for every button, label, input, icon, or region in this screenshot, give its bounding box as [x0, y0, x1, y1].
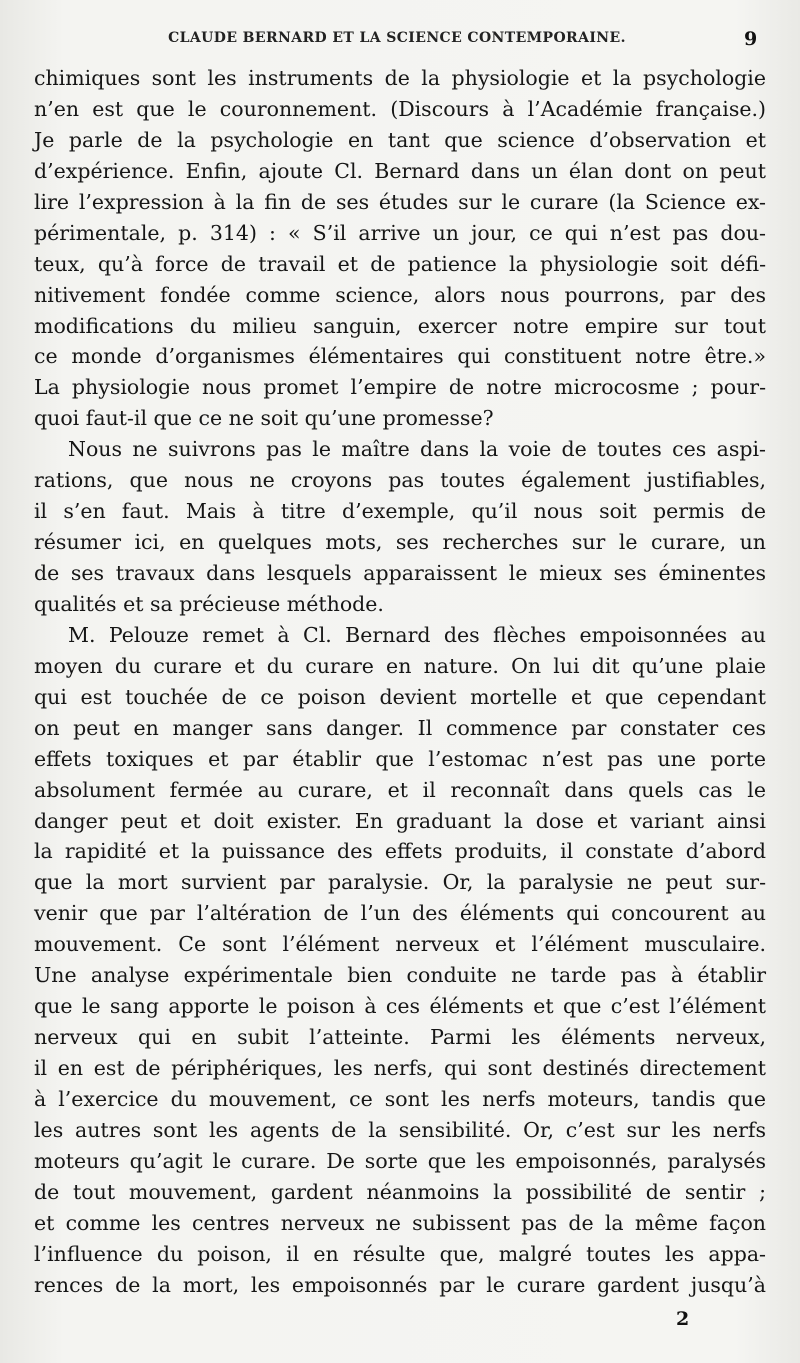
- text-line: absolument fermée au curare, et il reconnaît dans quels cas le: [34, 777, 766, 802]
- text-line: il s’en faut. Mais à titre d’exemple, qu’il nous soit permis de: [34, 499, 766, 524]
- text-line: résumer ici, en quelques mots, ses recherches sur le curare, un: [34, 530, 766, 555]
- text-line: moyen du curare et du curare en nature. On lui dit qu’une plaie: [34, 653, 766, 678]
- text-line: que le sang apporte le poison à ces éléments et que c’est l’élément: [34, 994, 766, 1019]
- body-text: [34, 63, 766, 1301]
- text-line: de tout mouvement, gardent néanmoins la possibilité de sentir ;: [34, 1179, 766, 1204]
- text-line: chimiques sont les instruments de la physiologie et la psychologie: [34, 66, 766, 90]
- text-line: l’influence du poison, il en résulte que, malgré toutes les appa-: [34, 1241, 766, 1266]
- text-line: rations, que nous ne croyons pas toutes également justifiables,: [34, 468, 766, 493]
- text-line: à l’exercice du mouvement, ce sont les nerfs moteurs, tandis que: [34, 1086, 766, 1111]
- text-line: M. Pelouze remet à Cl. Bernard des flèches empoisonnées au: [68, 622, 766, 647]
- text-line: que la mort survient par paralysie. Or, la paralysie ne peut sur-: [34, 870, 766, 895]
- text-line: danger peut et doit exister. En graduant la dose et variant ainsi: [34, 808, 766, 833]
- text-line: on peut en manger sans danger. Il commence par constater ces: [34, 715, 766, 740]
- text-line: périmentale, p. 314) : « S’il arrive un jour, ce qui n’est pas dou-: [34, 220, 766, 245]
- text-line: teux, qu’à force de travail et de patience la physiologie soit défi-: [34, 251, 766, 276]
- text-line: Une analyse expérimentale bien conduite ne tarde pas à établir: [34, 963, 766, 988]
- text-line: venir que par l’altération de l’un des éléments qui concourent au: [34, 901, 766, 926]
- page-number: 9: [744, 28, 758, 50]
- text-line: modifications du milieu sanguin, exercer notre empire sur tout: [34, 313, 766, 338]
- text-line: Je parle de la psychologie en tant que science d’observation et: [34, 127, 766, 152]
- text-line: la rapidité et la puissance des effets produits, il constate d’abord: [34, 839, 766, 864]
- text-line: mouvement. Ce sont l’élément nerveux et l’élément musculaire.: [34, 932, 766, 957]
- text-line: La physiologie nous promet l’empire de notre microcosme ; pour-: [34, 375, 766, 400]
- text-line: nerveux qui en subit l’atteinte. Parmi les éléments nerveux,: [34, 1025, 766, 1050]
- text-line: et comme les centres nerveux ne subissent pas de la même façon: [34, 1210, 766, 1235]
- text-line: qualités et sa précieuse méthode.: [34, 591, 384, 616]
- text-line: il en est de périphériques, les nerfs, qui sont destinés directement: [34, 1056, 766, 1080]
- text-line: moteurs qu’agit le curare. De sorte que les empoisonnés, paralysés: [34, 1148, 766, 1173]
- text-line: de ses travaux dans lesquels apparaissent le mieux ses éminentes: [34, 561, 766, 585]
- running-head: CLAUDE BERNARD ET LA SCIENCE CONTEMPORAINE.: [168, 30, 626, 46]
- text-line: ce monde d’organismes élémentaires qui constituent notre être.»: [34, 344, 766, 369]
- text-line: d’expérience. Enfin, ajoute Cl. Bernard dans un élan dont on peut: [34, 158, 766, 183]
- text-line: nitivement fondée comme science, alors nous pourrons, par des: [34, 282, 766, 307]
- text-line: effets toxiques et par établir que l’estomac n’est pas une porte: [34, 746, 766, 771]
- text-line: lire l’expression à la fin de ses études sur le curare (la Science ex-: [34, 189, 766, 214]
- text-line: quoi faut-il que ce ne soit qu’une promesse?: [34, 406, 494, 431]
- text-line: Nous ne suivrons pas le maître dans la voie de toutes ces aspi-: [68, 437, 766, 462]
- signature-mark: 2: [676, 1308, 690, 1330]
- text-line: n’en est que le couronnement. (Discours à l’Académie française.): [34, 96, 766, 121]
- text-line: rences de la mort, les empoisonnés par le curare gardent jusqu’à: [34, 1272, 766, 1297]
- text-line: les autres sont les agents de la sensibilité. Or, c’est sur les nerfs: [34, 1117, 766, 1142]
- text-line: qui est touchée de ce poison devient mortelle et que cependant: [34, 684, 766, 709]
